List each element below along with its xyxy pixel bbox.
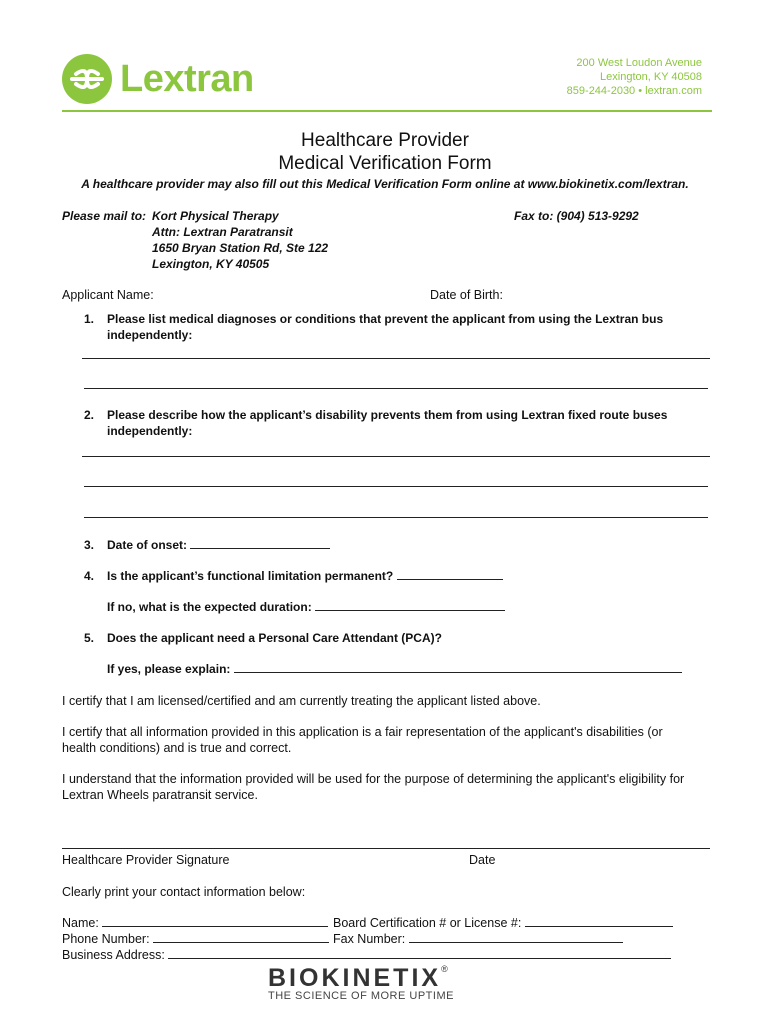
license-label: Board Certification # or License #:	[333, 916, 522, 930]
q4-row	[107, 568, 503, 584]
name-label: Name:	[62, 916, 99, 930]
phone-row	[62, 931, 329, 947]
date-of-onset-field[interactable]	[190, 537, 330, 549]
q1-number: 1.	[84, 312, 95, 326]
q3-label: Date of onset:	[107, 538, 188, 552]
certification-3-line-1: I understand that the information provided will be used for the purpose of determining the applicant's eligibility for	[62, 772, 685, 786]
certification-1: I certify that I am licensed/certified and am currently treating the applicant listed above.	[62, 694, 541, 708]
header-divider	[62, 110, 712, 112]
lextran-logo-icon	[62, 54, 112, 104]
lextran-wordmark: Lextran	[120, 57, 254, 100]
name-row	[62, 915, 328, 931]
phone-field[interactable]	[153, 931, 329, 943]
q2-line-1: Please describe how the applicant’s disability prevents them from using Lextran fixed route buses	[107, 408, 668, 422]
mail-address	[152, 208, 328, 272]
q2-answer-line-2[interactable]	[84, 486, 708, 487]
q1-line-1: Please list medical diagnoses or conditions that prevent the applicant from using the Lextran bus	[107, 312, 664, 326]
q5-label: Does the applicant need a Personal Care Attendant (PCA)?	[107, 631, 442, 645]
fax-row	[333, 931, 623, 947]
permanent-limitation-field[interactable]	[397, 568, 503, 580]
address-city: Lexington, KY 40508	[600, 71, 702, 83]
q2-text	[107, 407, 667, 439]
contact-prompt: Clearly print your contact information below:	[62, 885, 306, 899]
certification-2	[62, 724, 663, 756]
dob-label: Date of Birth:	[430, 288, 503, 302]
address-contact: 859-244-2030 • lextran.com	[566, 85, 702, 97]
business-row	[62, 947, 671, 963]
license-row	[333, 915, 673, 931]
biokinetix-logo	[268, 964, 508, 1002]
form-intro: A healthcare provider may also fill out this Medical Verification Form online at www.biokinetix.com/lextran.	[81, 177, 689, 191]
q4-followup-row	[107, 599, 505, 615]
certification-3	[62, 771, 684, 803]
q3-number: 3.	[84, 538, 95, 552]
mail-line-4: Lexington, KY 40505	[152, 257, 270, 271]
mail-line-1: Kort Physical Therapy	[152, 209, 279, 223]
mail-line-2: Attn: Lextran Paratransit	[152, 225, 293, 239]
signature-label: Healthcare Provider Signature	[62, 853, 230, 867]
fax-label: Fax Number:	[333, 932, 406, 946]
q1-line-2: independently:	[107, 328, 193, 342]
certification-2-line-2: health conditions) and is true and correct.	[62, 741, 292, 755]
biokinetix-wordmark: BIOKINETIX	[268, 964, 442, 992]
certification-2-line-1: I certify that all information provided in this application is a fair representation of the applicant's disabilities (or	[62, 725, 663, 739]
q2-line-2: independently:	[107, 424, 193, 438]
q4-number: 4.	[84, 569, 95, 583]
mail-label: Please mail to:	[62, 209, 147, 223]
q3-row	[107, 537, 330, 553]
registered-mark: ®	[441, 964, 448, 974]
form-title-line2: Medical Verification Form	[278, 153, 492, 174]
q1-answer-line-2[interactable]	[84, 388, 708, 389]
q2-answer-line-3[interactable]	[84, 517, 708, 518]
business-label: Business Address:	[62, 948, 165, 962]
biokinetix-tagline: THE SCIENCE OF MORE UPTIME	[268, 990, 454, 1002]
license-field[interactable]	[525, 915, 673, 927]
provider-name-field[interactable]	[102, 915, 328, 927]
address-street: 200 West Loudon Avenue	[576, 57, 702, 69]
mail-line-3: 1650 Bryan Station Rd, Ste 122	[152, 241, 329, 255]
q5-number: 5.	[84, 631, 95, 645]
q4-followup-label: If no, what is the expected duration:	[107, 600, 312, 614]
q4-label: Is the applicant’s functional limitation permanent?	[107, 569, 394, 583]
q1-answer-line-1[interactable]	[82, 358, 710, 359]
date-label: Date	[469, 853, 496, 867]
applicant-name-label: Applicant Name:	[62, 288, 154, 302]
pca-explanation-field[interactable]	[234, 661, 682, 673]
phone-label: Phone Number:	[62, 932, 150, 946]
q2-number: 2.	[84, 408, 95, 422]
q5-followup-row	[107, 661, 682, 677]
certification-3-line-2: Lextran Wheels paratransit service.	[62, 788, 258, 802]
q1-text	[107, 311, 663, 343]
business-address-field[interactable]	[168, 947, 671, 959]
company-address	[567, 56, 702, 98]
expected-duration-field[interactable]	[315, 599, 505, 611]
q2-answer-line-1[interactable]	[82, 456, 710, 457]
form-title-line1: Healthcare Provider	[301, 130, 469, 151]
q5-followup-label: If yes, please explain:	[107, 662, 231, 676]
fax-to: Fax to: (904) 513-9292	[514, 209, 639, 223]
fax-number-field[interactable]	[409, 931, 623, 943]
lextran-logo	[62, 52, 254, 106]
signature-line[interactable]	[62, 848, 710, 849]
